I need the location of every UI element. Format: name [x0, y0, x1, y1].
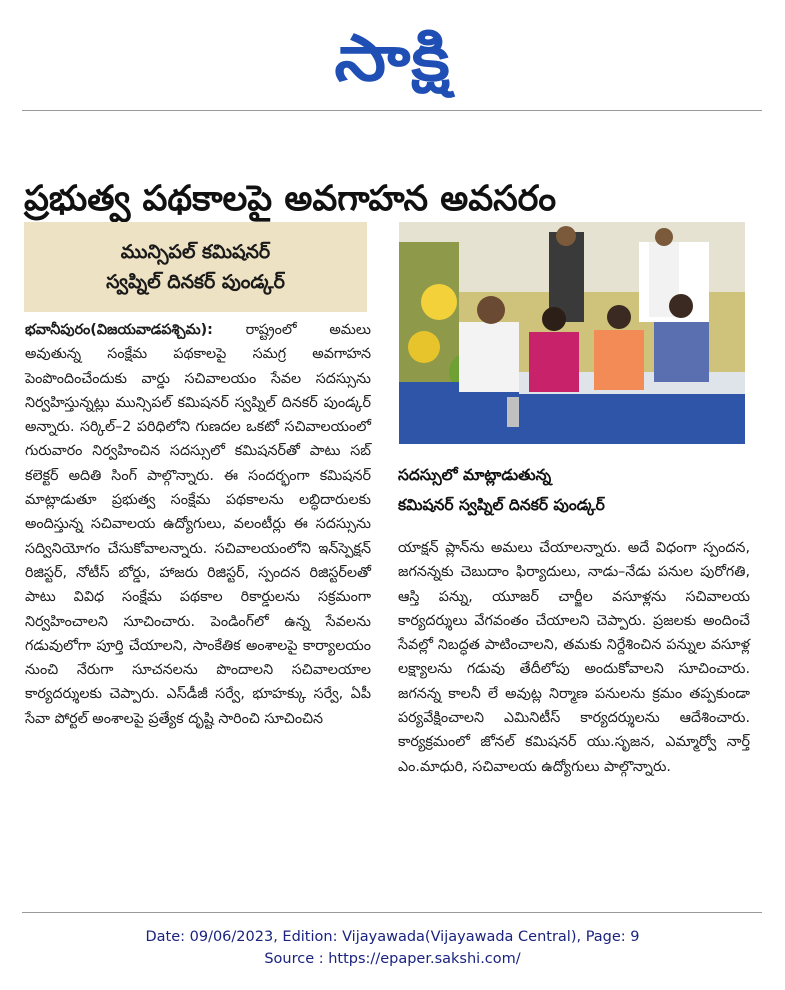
subheadline-line-2: స్వప్నిల్ దినకర్ పుండ్కర్ [106, 271, 285, 293]
article-column-2 [398, 536, 750, 779]
photo-caption-line-2: కమిషనర్ స్వప్నిల్ దినకర్ పుండ్కర్ [398, 496, 605, 514]
masthead-divider [22, 110, 762, 111]
column-1-body: రాష్ట్రంలో అమలు అవుతున్న సంక్షేమ పథకాలపై సమగ్ర అవగాహన పెంపొందించేందుకు వార్డు సచివాలయం సేవల సదస్సును నిర్వహిస్తున్నట్లు మున్సిపల్ కమిషనర్ స్వప్నిల్ దినకర్ పుండ్కర్ అన్నారు. సర్కిల్–2 పరిధిలోని గుణదల ఒకటో సచివాలయంలో గురువారం నిర్వహించిన సదస్సులో కమిషనర్‌తో పాటు సబ్ కలెక్టర్ అదితి సింగ్ పాల్గొన్నారు. ఈ సందర్భంగా కమిషనర్ మాట్లాడుతూ ప్రభుత్వ సంక్షేమ పథకాలను లబ్ధిదారులకు అందిస్తున్న సచివాలయ ఉద్యోగులు, వలంటీర్లు ఈ సదస్సును సద్వినియోగం చేసుకోవాలన్నారు. సచివాలయంలోని ఇన్‌స్పెక్షన్ రిజిస్టర్, నోటీస్ బోర్డు, హాజరు రిజిస్టర్, స్పందన రిజిస్టర్‌లతో పాటు వివిధ సంక్షేమ పథకాల రికార్డులను సక్రమంగా నిర్వహించాలని సూచించారు. పెండింగ్‌లో ఉన్న సేవలను గడువులోగా పూర్తి చేయాలని, సాంకేతిక అంశాలపై కార్యాలయం నుంచి నేరుగా సూచనలను పొందాలని సచివాలయాల కార్యదర్శులకు చెప్పారు. ఎస్‌డీజీ సర్వే, భూహక్కు సర్వే, ఏపీ సేవా పోర్టల్ అంశాలపై ప్రత్యేక దృష్టి సారించి సూచించిన [25, 322, 371, 727]
photo-caption [398, 460, 750, 520]
meeting-photo-illustration [399, 222, 745, 444]
subheadline-box [24, 222, 367, 312]
article-photo [399, 222, 745, 444]
article-headline: ప్రభుత్వ పథకాలపై అవగాహన అవసరం [24, 179, 557, 220]
column-2-body: యాక్షన్ ప్లాన్‌ను అమలు చేయాలన్నారు. అదే విధంగా స్పందన, జగనన్నకు చెబుదాం ఫిర్యాదులు, నాడు–నేడు పనుల పురోగతి, ఆస్తి పన్ను, యూజర్ చార్జీల వసూళ్లను సచివాలయ కార్యదర్శులు వేగవంతం చేయాలని చెప్పారు. ప్రజలకు అందించే సేవల్లో నిబద్ధత పాటించాలని, తమకు నిర్దేశించిన పన్నుల వసూళ్ల లక్ష్యాలను గడువు తేదీలోపు అందుకోవాలని సూచించారు. జగనన్న కాలనీ లే అవుట్ల నిర్మాణ పనులను క్రమం తప్పకుండా పర్యవేక్షించాలని ఎమినిటీస్ కార్యదర్శులను ఆదేశించారు. కార్యక్రమంలో జోనల్ కమిషనర్ యు.సృజన, ఎమ్మార్వో నార్త్ ఎం.మాధురి, సచివాలయ ఉద్యోగులు పాల్గొన్నారు. [398, 540, 750, 775]
column-1-text [25, 318, 371, 731]
subheadline-line-1: మున్సిపల్ కమిషనర్ [120, 241, 271, 263]
article-column-1 [25, 318, 371, 731]
footer-date-line: Date: 09/06/2023, Edition: Vijayawada(Vijayawada Central), Page: 9 [145, 929, 640, 945]
masthead [0, 14, 785, 104]
epaper-footer [0, 926, 785, 970]
dateline: భవానీపురం(విజయవాడపశ్చిమ): [25, 322, 213, 338]
photo-caption-line-1: సదస్సులో మాట్లాడుతున్న [398, 466, 552, 484]
footer-divider [22, 912, 762, 913]
footer-source-line[interactable]: Source : https://epaper.sakshi.com/ [264, 951, 521, 967]
newspaper-logo: సాక్షి [334, 22, 451, 96]
